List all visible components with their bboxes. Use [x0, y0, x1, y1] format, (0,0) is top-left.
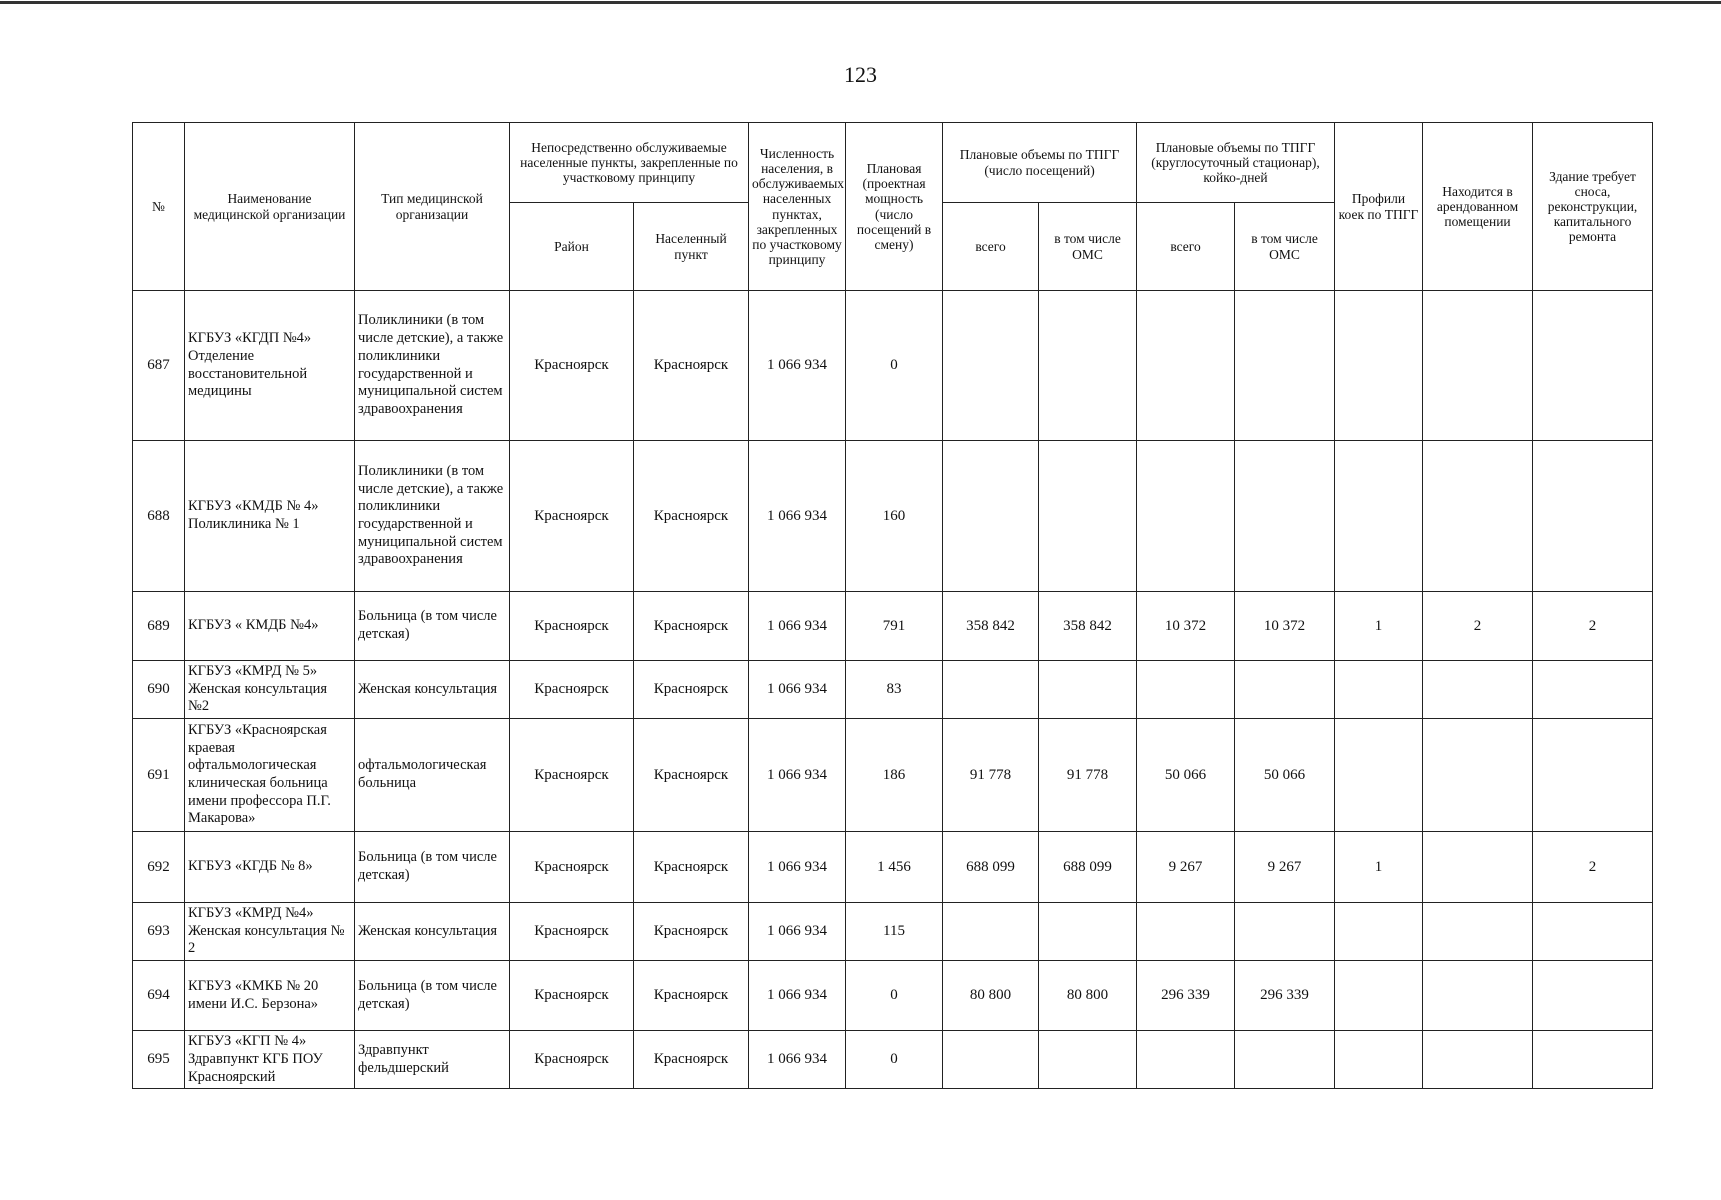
demolition-needed	[1533, 291, 1653, 441]
col-type-header: Тип медицинской организации	[355, 123, 510, 291]
beds-oms: 296 339	[1235, 961, 1335, 1031]
population: 1 066 934	[749, 661, 846, 719]
rented-premises	[1423, 661, 1533, 719]
org-name: КГБУЗ «КМКБ № 20 имени И.С. Берзона»	[185, 961, 355, 1031]
demolition-needed	[1533, 441, 1653, 592]
rented-premises	[1423, 903, 1533, 961]
demolition-needed: 2	[1533, 592, 1653, 661]
beds-total	[1137, 441, 1235, 592]
registry-table	[132, 122, 1653, 1089]
org-type: Поликлиники (в том числе детские), а также поликлиники государственной и муниципальной систем здравоохранения	[355, 291, 510, 441]
org-type: Больница (в том числе детская)	[355, 961, 510, 1031]
col-visits-oms-header: в том числе ОМС	[1039, 203, 1137, 291]
beds-total: 10 372	[1137, 592, 1235, 661]
demolition-needed	[1533, 961, 1653, 1031]
population: 1 066 934	[749, 903, 846, 961]
visits-total	[943, 441, 1039, 592]
population: 1 066 934	[749, 291, 846, 441]
col-visits-header: Плановые объемы по ТПГГ (число посещений)	[943, 123, 1137, 203]
org-type: офтальмологическая больница	[355, 719, 510, 832]
capacity: 1 456	[846, 832, 943, 903]
settlement: Красноярск	[634, 441, 749, 592]
col-beds-total-header: всего	[1137, 203, 1235, 291]
visits-oms	[1039, 441, 1137, 592]
visits-oms	[1039, 291, 1137, 441]
capacity: 186	[846, 719, 943, 832]
visits-oms: 91 778	[1039, 719, 1137, 832]
settlement: Красноярск	[634, 832, 749, 903]
population: 1 066 934	[749, 832, 846, 903]
population: 1 066 934	[749, 1031, 846, 1089]
demolition-needed	[1533, 1031, 1653, 1089]
top-rule	[0, 1, 1721, 4]
org-name: КГБУЗ «КГП № 4» Здравпункт КГБ ПОУ Красноярский	[185, 1031, 355, 1089]
org-name: КГБУЗ «КМРД № 5» Женская консультация №2	[185, 661, 355, 719]
beds-oms	[1235, 1031, 1335, 1089]
settlement: Красноярск	[634, 1031, 749, 1089]
row-num: 688	[133, 441, 185, 592]
org-name: КГБУЗ «Красноярская краевая офтальмологическая клиническая больница имени профессора П.Г. Макарова»	[185, 719, 355, 832]
capacity: 160	[846, 441, 943, 592]
page-number: 123	[844, 62, 877, 87]
demolition-needed: 2	[1533, 832, 1653, 903]
bed-profiles	[1335, 1031, 1423, 1089]
demolition-needed	[1533, 903, 1653, 961]
settlement: Красноярск	[634, 719, 749, 832]
row-num: 693	[133, 903, 185, 961]
visits-total: 358 842	[943, 592, 1039, 661]
beds-oms: 9 267	[1235, 832, 1335, 903]
org-name: КГБУЗ «КГДП №4» Отделение восстановительной медицины	[185, 291, 355, 441]
visits-total: 80 800	[943, 961, 1039, 1031]
settlement: Красноярск	[634, 592, 749, 661]
col-rented-header: Находится в арендованном помещении	[1423, 123, 1533, 291]
col-profiles-header: Профили коек по ТПГГ	[1335, 123, 1423, 291]
beds-total: 296 339	[1137, 961, 1235, 1031]
table-row	[133, 661, 1653, 719]
district: Красноярск	[510, 832, 634, 903]
capacity: 83	[846, 661, 943, 719]
visits-oms: 358 842	[1039, 592, 1137, 661]
org-type: Больница (в том числе детская)	[355, 592, 510, 661]
table-row	[133, 1031, 1653, 1089]
visits-oms	[1039, 1031, 1137, 1089]
col-district-header: Район	[510, 203, 634, 291]
row-num: 690	[133, 661, 185, 719]
col-population-header: Численность населения, в обслуживаемых населенных пунктах, закрепленных по участковому принципу	[749, 123, 846, 291]
col-settlement-header: Населенный пункт	[634, 203, 749, 291]
row-num: 691	[133, 719, 185, 832]
table-row	[133, 291, 1653, 441]
beds-oms: 50 066	[1235, 719, 1335, 832]
district: Красноярск	[510, 592, 634, 661]
col-name-header: Наименование медицинской организации	[185, 123, 355, 291]
bed-profiles	[1335, 719, 1423, 832]
rented-premises	[1423, 719, 1533, 832]
org-type: Больница (в том числе детская)	[355, 832, 510, 903]
capacity: 0	[846, 961, 943, 1031]
visits-oms: 80 800	[1039, 961, 1137, 1031]
district: Красноярск	[510, 1031, 634, 1089]
table-row	[133, 903, 1653, 961]
table-row	[133, 719, 1653, 832]
settlement: Красноярск	[634, 903, 749, 961]
district: Красноярск	[510, 661, 634, 719]
org-name: КГБУЗ «КМДБ № 4» Поликлиника № 1	[185, 441, 355, 592]
visits-total	[943, 903, 1039, 961]
settlement: Красноярск	[634, 961, 749, 1031]
capacity: 0	[846, 291, 943, 441]
bed-profiles: 1	[1335, 592, 1423, 661]
col-num-header: №	[133, 123, 185, 291]
population: 1 066 934	[749, 441, 846, 592]
demolition-needed	[1533, 661, 1653, 719]
beds-oms	[1235, 291, 1335, 441]
row-num: 687	[133, 291, 185, 441]
table-row	[133, 592, 1653, 661]
capacity: 791	[846, 592, 943, 661]
bed-profiles	[1335, 441, 1423, 592]
bed-profiles	[1335, 903, 1423, 961]
bed-profiles: 1	[1335, 832, 1423, 903]
table-row	[133, 961, 1653, 1031]
district: Красноярск	[510, 719, 634, 832]
col-capacity-header: Плановая (проектная мощность (число посещений в смену)	[846, 123, 943, 291]
visits-total	[943, 661, 1039, 719]
org-type: Поликлиники (в том числе детские), а также поликлиники государственной и муниципальной систем здравоохранения	[355, 441, 510, 592]
beds-oms	[1235, 661, 1335, 719]
rented-premises	[1423, 832, 1533, 903]
demolition-needed	[1533, 719, 1653, 832]
beds-total	[1137, 661, 1235, 719]
visits-total: 688 099	[943, 832, 1039, 903]
col-served-header: Непосредственно обслуживаемые населенные пункты, закрепленные по участковому принципу	[510, 123, 749, 203]
visits-total: 91 778	[943, 719, 1039, 832]
rented-premises	[1423, 1031, 1533, 1089]
table-row	[133, 441, 1653, 592]
settlement: Красноярск	[634, 661, 749, 719]
visits-oms	[1039, 903, 1137, 961]
table-header	[133, 123, 1653, 291]
col-visits-total-header: всего	[943, 203, 1039, 291]
beds-total	[1137, 291, 1235, 441]
visits-total	[943, 291, 1039, 441]
beds-total	[1137, 903, 1235, 961]
population: 1 066 934	[749, 961, 846, 1031]
capacity: 0	[846, 1031, 943, 1089]
rented-premises	[1423, 291, 1533, 441]
bed-profiles	[1335, 291, 1423, 441]
population: 1 066 934	[749, 719, 846, 832]
beds-total: 50 066	[1137, 719, 1235, 832]
population: 1 066 934	[749, 592, 846, 661]
table-row	[133, 832, 1653, 903]
col-beds-header: Плановые объемы по ТПГГ (круглосуточный стационар), койко-дней	[1137, 123, 1335, 203]
col-demolition-header: Здание требует сноса, реконструкции, капитального ремонта	[1533, 123, 1653, 291]
settlement: Красноярск	[634, 291, 749, 441]
rented-premises	[1423, 961, 1533, 1031]
beds-total	[1137, 1031, 1235, 1089]
district: Красноярск	[510, 903, 634, 961]
row-num: 694	[133, 961, 185, 1031]
rented-premises: 2	[1423, 592, 1533, 661]
org-name: КГБУЗ «КМРД №4» Женская консультация № 2	[185, 903, 355, 961]
beds-oms: 10 372	[1235, 592, 1335, 661]
table-body	[133, 291, 1653, 1089]
org-name: КГБУЗ « КМДБ №4»	[185, 592, 355, 661]
visits-oms	[1039, 661, 1137, 719]
rented-premises	[1423, 441, 1533, 592]
district: Красноярск	[510, 441, 634, 592]
beds-total: 9 267	[1137, 832, 1235, 903]
district: Красноярск	[510, 961, 634, 1031]
row-num: 689	[133, 592, 185, 661]
beds-oms	[1235, 441, 1335, 592]
org-type: Женская консультация	[355, 661, 510, 719]
org-type: Женская консультация	[355, 903, 510, 961]
bed-profiles	[1335, 961, 1423, 1031]
beds-oms	[1235, 903, 1335, 961]
org-name: КГБУЗ «КГДБ № 8»	[185, 832, 355, 903]
district: Красноярск	[510, 291, 634, 441]
org-type: Здравпункт фельдшерский	[355, 1031, 510, 1089]
bed-profiles	[1335, 661, 1423, 719]
capacity: 115	[846, 903, 943, 961]
visits-total	[943, 1031, 1039, 1089]
col-beds-oms-header: в том числе ОМС	[1235, 203, 1335, 291]
row-num: 695	[133, 1031, 185, 1089]
visits-oms: 688 099	[1039, 832, 1137, 903]
row-num: 692	[133, 832, 185, 903]
